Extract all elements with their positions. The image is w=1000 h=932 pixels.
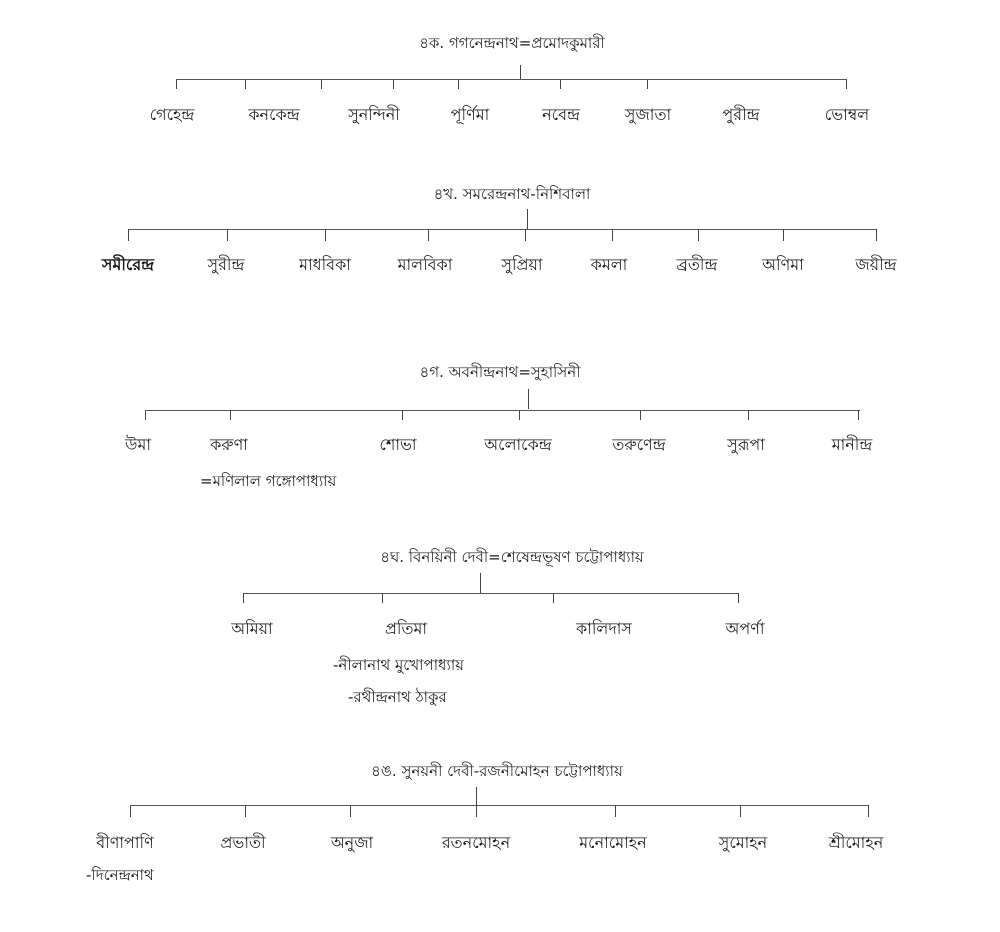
child-connector (243, 593, 244, 603)
sibling-line (176, 79, 846, 80)
child-name: মাধবিকা (299, 255, 351, 274)
child-connector (458, 79, 459, 89)
child-name: উমা (125, 435, 151, 454)
child-connector (748, 410, 749, 420)
child-connector (176, 79, 177, 89)
sibling-line (130, 805, 868, 806)
child-connector (560, 79, 561, 89)
parent-connector (528, 389, 529, 409)
child-connector (868, 805, 869, 817)
child-name: করুণা (210, 435, 248, 454)
child-name: শোভা (379, 435, 417, 454)
child-name: মনোমোহন (579, 833, 647, 852)
child-connector (615, 805, 616, 817)
child-connector (698, 229, 699, 241)
child-connector (612, 229, 613, 241)
child-name: নবেন্দ্র (542, 105, 580, 124)
child-name: সুজাতা (624, 105, 672, 124)
child-name: বীণাপাণি (96, 833, 154, 852)
child-connector (245, 79, 246, 89)
child-connector (130, 805, 131, 817)
child-name: সমীরেন্দ্র (101, 255, 155, 274)
child-name: পুরীন্দ্র (722, 105, 760, 124)
tree-title: ৪খ. সমরেন্দ্রনাথ-নিশিবালা (433, 185, 591, 203)
child-name: সুপ্রিয়া (501, 255, 543, 274)
child-name: পূর্ণিমা (450, 105, 490, 124)
child-connector (640, 410, 641, 420)
spouse-name: -দিনেন্দ্রনাথ (86, 866, 154, 884)
child-name: অলোকেন্দ্র (484, 435, 552, 454)
child-connector (783, 229, 784, 241)
tree-title: ৪গ. অবনীন্দ্রনাথ=সুহাসিনী (419, 363, 581, 381)
sibling-line (128, 229, 876, 230)
parent-connector (527, 209, 528, 229)
child-name: কনকেন্দ্র (248, 105, 300, 124)
spouse-name: -নীলানাথ মুখোপাধ্যায় (333, 656, 464, 674)
child-connector (382, 593, 383, 603)
sibling-line (243, 593, 738, 594)
parent-connector (520, 65, 521, 79)
parent-connector (476, 787, 477, 805)
child-name: মালবিকা (397, 255, 453, 274)
child-name: মানীন্দ্র (831, 435, 873, 454)
child-name: রতনমোহন (441, 833, 511, 852)
child-connector (647, 79, 648, 89)
child-name: অমিয়া (231, 619, 273, 638)
parent-connector (480, 573, 481, 593)
child-connector (476, 805, 477, 817)
child-name: প্রতিমা (384, 619, 428, 638)
child-connector (519, 410, 520, 420)
child-connector (740, 805, 741, 817)
child-name: তরুণেন্দ্র (612, 435, 666, 454)
child-connector (145, 410, 146, 420)
child-connector (227, 229, 228, 241)
spouse-name: -রথীন্দ্রনাথ ঠাকুর (348, 688, 447, 706)
child-connector (393, 79, 394, 89)
child-connector (325, 229, 326, 241)
child-name: জয়ীন্দ্র (855, 255, 897, 274)
sibling-line (145, 410, 860, 411)
child-connector (553, 593, 554, 603)
child-name: অপর্ণা (725, 619, 765, 638)
child-name: অণিমা (762, 255, 804, 274)
child-name: ভোম্বল (824, 105, 870, 124)
child-connector (402, 410, 403, 420)
child-name: অনুজা (330, 833, 374, 852)
child-name: সুমোহন (718, 833, 768, 852)
child-connector (738, 593, 739, 603)
child-connector (428, 229, 429, 241)
child-name: শ্রীমোহন (828, 833, 884, 852)
child-name: সুরীন্দ্র (207, 255, 245, 274)
child-connector (876, 229, 877, 241)
child-name: প্রভাতী (220, 833, 266, 852)
child-name: কমলা (590, 255, 628, 274)
child-connector (321, 79, 322, 89)
child-connector (128, 229, 129, 241)
tree-title: ৪ঘ. বিনয়িনী দেবী=শেষেন্দ্রভূষণ চট্টোপাধ্যায় (380, 548, 644, 566)
child-connector (230, 410, 231, 420)
child-connector (525, 229, 526, 241)
child-name: সুরূপা (727, 435, 765, 454)
child-connector (245, 805, 246, 817)
child-connector (846, 79, 847, 89)
child-name: ব্রতীন্দ্র (676, 255, 718, 274)
spouse-name: =মণিলাল গঙ্গোপাধ্যায় (200, 472, 337, 490)
tree-title: ৪ঙ. সুনয়নী দেবী-রজনীমোহন চট্টোপাধ্যায় (371, 762, 623, 780)
child-name: গেহেন্দ্র (149, 105, 195, 124)
child-connector (350, 805, 351, 817)
tree-title: ৪ক. গগনেন্দ্রনাথ=প্রমোদকুমারী (419, 34, 605, 52)
child-name: কালিদাস (576, 619, 632, 638)
child-name: সুনন্দিনী (348, 105, 400, 124)
child-connector (858, 410, 859, 420)
